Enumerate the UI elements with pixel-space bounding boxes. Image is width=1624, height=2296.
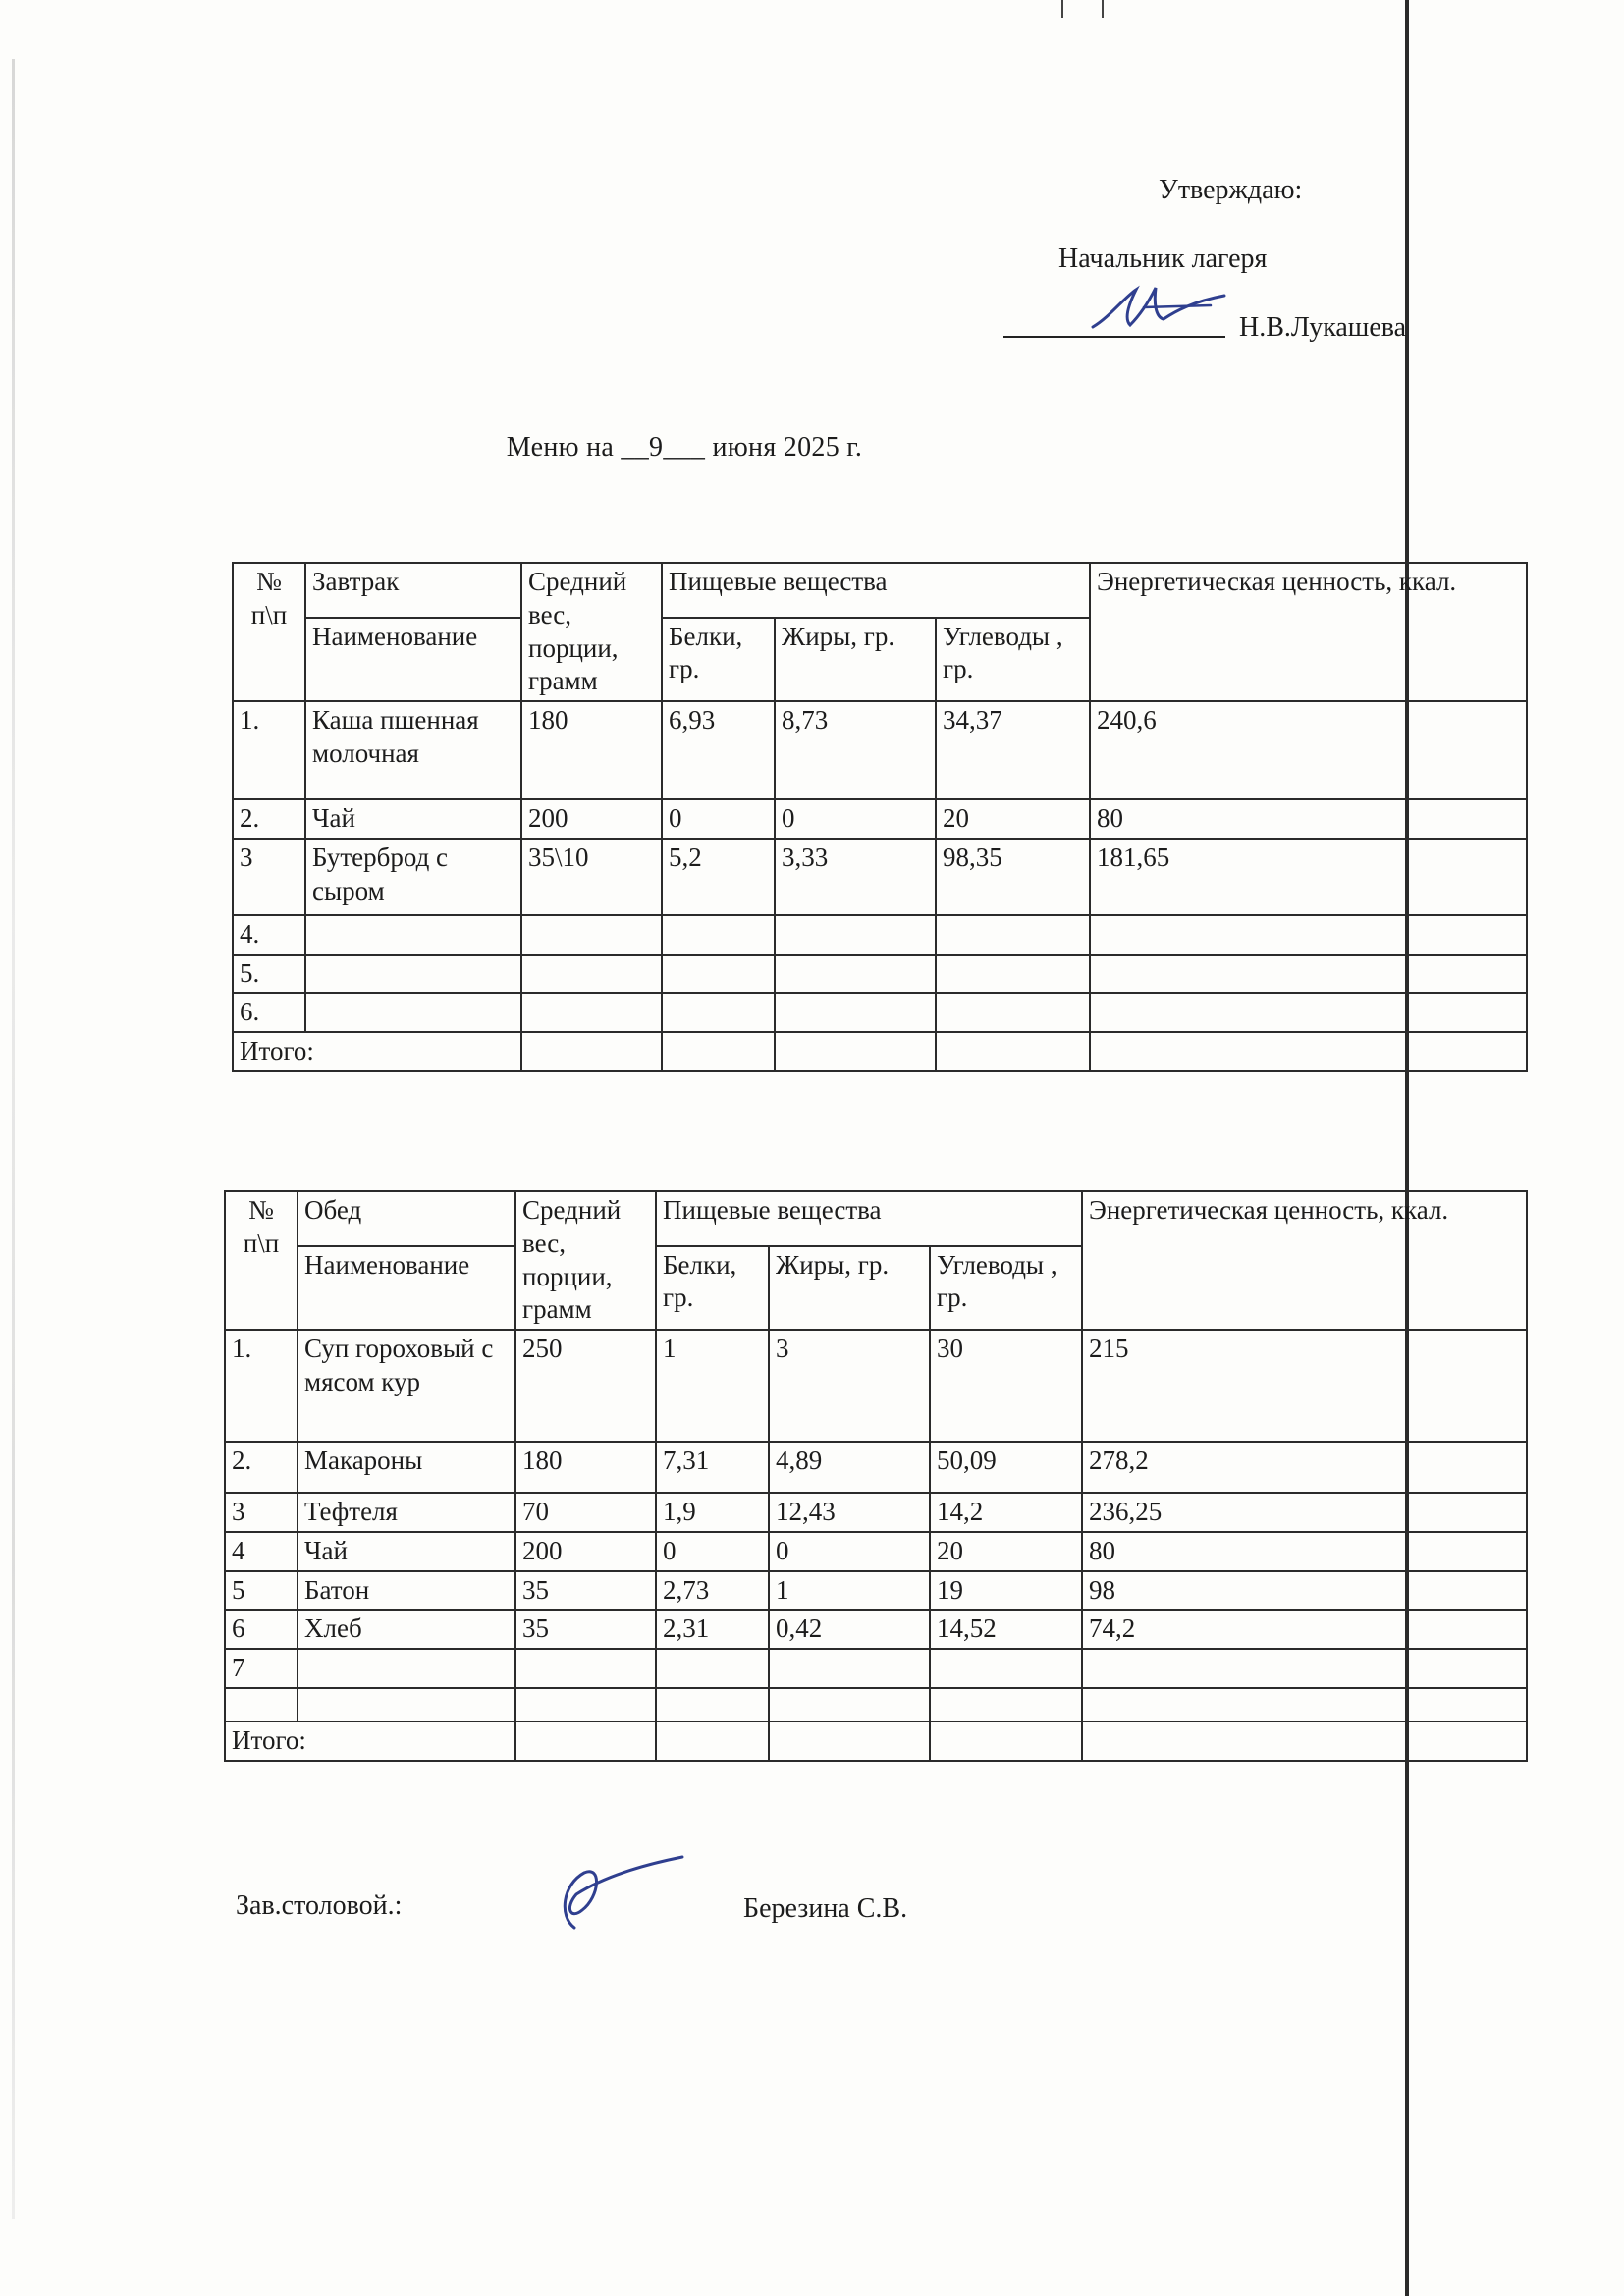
cell-fat <box>775 915 936 955</box>
cell-weight: 180 <box>521 701 662 799</box>
signature-line <box>1003 336 1225 338</box>
cell-name <box>298 1688 515 1722</box>
cell-weight: 35 <box>515 1610 656 1649</box>
header-fat: Жиры, гр. <box>775 618 936 701</box>
total-cell <box>662 1032 775 1071</box>
canteen-head-label: Зав.столовой.: <box>236 1890 403 1921</box>
approver-position: Начальник лагеря <box>1058 244 1268 274</box>
header-fat: Жиры, гр. <box>769 1246 930 1330</box>
cell-fat <box>775 993 936 1032</box>
header-carbs: Углеводы , гр. <box>936 618 1090 701</box>
table-row <box>225 1330 1527 1442</box>
cell-protein: 2,31 <box>656 1610 769 1649</box>
table-row <box>233 839 1527 915</box>
cell-energy: 80 <box>1090 799 1527 839</box>
table-row <box>233 993 1527 1032</box>
cell-weight: 70 <box>515 1493 656 1532</box>
cell-carbs: 14,52 <box>930 1610 1082 1649</box>
canteen-head-name: Березина С.В. <box>743 1893 908 1924</box>
total-cell <box>656 1722 769 1761</box>
cell-name: Макароны <box>298 1442 515 1493</box>
table-row <box>233 955 1527 994</box>
total-cell <box>521 1032 662 1071</box>
cell-weight: 35\10 <box>521 839 662 915</box>
cell-energy <box>1082 1649 1527 1688</box>
cell-fat: 4,89 <box>769 1442 930 1493</box>
header-weight: Средний вес, порции, грамм <box>521 563 662 701</box>
cell-carbs: 14,2 <box>930 1493 1082 1532</box>
cell-protein: 0 <box>656 1532 769 1571</box>
cell-fat: 3,33 <box>775 839 936 915</box>
header-name: Наименование <box>305 618 521 701</box>
cell-num: 1. <box>225 1330 298 1442</box>
cell-name: Тефтеля <box>298 1493 515 1532</box>
cell-carbs: 34,37 <box>936 701 1090 799</box>
cell-name <box>305 993 521 1032</box>
cell-carbs: 30 <box>930 1330 1082 1442</box>
cell-name <box>305 955 521 994</box>
header-protein: Белки, гр. <box>656 1246 769 1330</box>
header-nutrients: Пищевые вещества <box>656 1191 1082 1246</box>
cell-carbs <box>930 1688 1082 1722</box>
cell-protein: 2,73 <box>656 1571 769 1611</box>
cell-energy: 240,6 <box>1090 701 1527 799</box>
total-cell <box>775 1032 936 1071</box>
cell-energy <box>1090 915 1527 955</box>
cell-weight <box>521 955 662 994</box>
total-cell <box>1090 1032 1527 1071</box>
cell-fat: 1 <box>769 1571 930 1611</box>
cell-protein <box>662 955 775 994</box>
cell-energy <box>1090 993 1527 1032</box>
cell-protein: 5,2 <box>662 839 775 915</box>
header-name: Наименование <box>298 1246 515 1330</box>
cell-protein <box>656 1688 769 1722</box>
cell-protein <box>662 993 775 1032</box>
table-row <box>233 701 1527 799</box>
cell-carbs <box>930 1649 1082 1688</box>
cell-num: 1. <box>233 701 305 799</box>
cell-energy: 74,2 <box>1082 1610 1527 1649</box>
cell-carbs: 20 <box>936 799 1090 839</box>
cell-fat <box>769 1688 930 1722</box>
canteen-head-signature <box>545 1851 692 1940</box>
cell-name: Каша пшенная молочная <box>305 701 521 799</box>
cell-num: 7 <box>225 1649 298 1688</box>
cell-energy <box>1090 955 1527 994</box>
cell-energy: 236,25 <box>1082 1493 1527 1532</box>
cell-fat: 12,43 <box>769 1493 930 1532</box>
approver-signature <box>1085 280 1232 339</box>
cell-name: Суп гороховый с мясом кур <box>298 1330 515 1442</box>
cell-num: 4 <box>225 1532 298 1571</box>
cell-num <box>225 1688 298 1722</box>
table-row <box>225 1532 1527 1571</box>
total-label: Итого: <box>233 1032 521 1071</box>
cell-num: 5 <box>225 1571 298 1611</box>
lunch-rows <box>225 1330 1527 1722</box>
cell-fat: 0,42 <box>769 1610 930 1649</box>
cell-carbs <box>936 915 1090 955</box>
cell-fat: 3 <box>769 1330 930 1442</box>
cell-fat: 8,73 <box>775 701 936 799</box>
cell-weight <box>515 1649 656 1688</box>
cell-name <box>298 1649 515 1688</box>
cell-protein: 6,93 <box>662 701 775 799</box>
header-number: № п\п <box>233 563 305 701</box>
header-meal: Обед <box>298 1191 515 1246</box>
footer <box>0 1890 1624 1969</box>
cell-weight <box>521 915 662 955</box>
cell-fat: 0 <box>775 799 936 839</box>
header-energy: Энергетическая ценность, ккал. <box>1082 1191 1527 1330</box>
cell-carbs: 50,09 <box>930 1442 1082 1493</box>
header-energy: Энергетическая ценность, ккал. <box>1090 563 1527 701</box>
header-number: № п\п <box>225 1191 298 1330</box>
header-meal: Завтрак <box>305 563 521 618</box>
cell-weight <box>515 1688 656 1722</box>
cell-num: 3 <box>225 1493 298 1532</box>
cell-name: Бутерброд с сыром <box>305 839 521 915</box>
cell-num: 3 <box>233 839 305 915</box>
cell-energy: 181,65 <box>1090 839 1527 915</box>
cell-weight: 180 <box>515 1442 656 1493</box>
cell-weight: 35 <box>515 1571 656 1611</box>
table-row <box>225 1493 1527 1532</box>
cell-name: Чай <box>305 799 521 839</box>
approver-name: Н.В.Лукашева <box>1239 312 1407 343</box>
cell-protein: 7,31 <box>656 1442 769 1493</box>
approve-label: Утверждаю: <box>1159 175 1303 205</box>
approval-block <box>982 167 1434 354</box>
cell-protein: 1 <box>656 1330 769 1442</box>
cell-protein: 1,9 <box>656 1493 769 1532</box>
cell-weight: 250 <box>515 1330 656 1442</box>
scan-mark <box>1061 0 1063 18</box>
cell-energy: 278,2 <box>1082 1442 1527 1493</box>
cell-energy: 215 <box>1082 1330 1527 1442</box>
cell-energy: 98 <box>1082 1571 1527 1611</box>
scan-mark <box>1102 0 1104 18</box>
cell-fat <box>775 955 936 994</box>
cell-num: 6. <box>233 993 305 1032</box>
cell-fat <box>769 1649 930 1688</box>
total-cell <box>1082 1722 1527 1761</box>
cell-name: Батон <box>298 1571 515 1611</box>
cell-weight: 200 <box>515 1532 656 1571</box>
header-protein: Белки, гр. <box>662 618 775 701</box>
header-carbs: Углеводы , гр. <box>930 1246 1082 1330</box>
cell-num: 2. <box>233 799 305 839</box>
total-cell <box>930 1722 1082 1761</box>
table-row <box>225 1688 1527 1722</box>
total-cell <box>515 1722 656 1761</box>
cell-carbs <box>936 993 1090 1032</box>
table-row <box>225 1610 1527 1649</box>
header-weight: Средний вес, порции, грамм <box>515 1191 656 1330</box>
cell-carbs: 19 <box>930 1571 1082 1611</box>
cell-num: 6 <box>225 1610 298 1649</box>
table-row <box>225 1571 1527 1611</box>
table-row <box>225 1649 1527 1688</box>
table-row <box>233 915 1527 955</box>
cell-name <box>305 915 521 955</box>
cell-protein <box>662 915 775 955</box>
breakfast-table <box>232 562 1528 1072</box>
cell-fat: 0 <box>769 1532 930 1571</box>
header-nutrients: Пищевые вещества <box>662 563 1090 618</box>
cell-weight: 200 <box>521 799 662 839</box>
cell-num: 5. <box>233 955 305 994</box>
lunch-table <box>224 1190 1528 1762</box>
cell-name: Хлеб <box>298 1610 515 1649</box>
cell-protein: 0 <box>662 799 775 839</box>
table-row <box>225 1442 1527 1493</box>
menu-title: Меню на __9___ июня 2025 г. <box>506 432 863 463</box>
table-row <box>233 799 1527 839</box>
total-cell <box>936 1032 1090 1071</box>
cell-carbs: 20 <box>930 1532 1082 1571</box>
cell-energy: 80 <box>1082 1532 1527 1571</box>
breakfast-rows <box>233 701 1527 1032</box>
cell-carbs: 98,35 <box>936 839 1090 915</box>
cell-weight <box>521 993 662 1032</box>
cell-num: 2. <box>225 1442 298 1493</box>
cell-energy <box>1082 1688 1527 1722</box>
cell-name: Чай <box>298 1532 515 1571</box>
cell-num: 4. <box>233 915 305 955</box>
cell-carbs <box>936 955 1090 994</box>
total-label: Итого: <box>225 1722 515 1761</box>
cell-protein <box>656 1649 769 1688</box>
total-cell <box>769 1722 930 1761</box>
